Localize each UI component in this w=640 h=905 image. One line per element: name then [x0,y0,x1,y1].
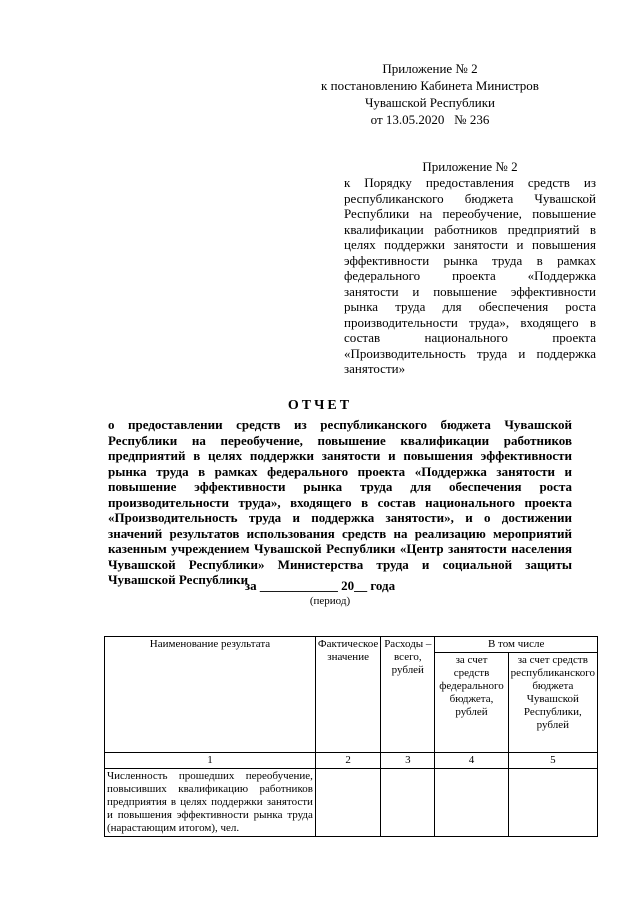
report-title: ОТЧЕТ [287,398,353,413]
table-header-row [105,637,598,653]
appendix-order-title: Приложение № 2 [422,159,518,174]
appendix-main-date: от 13.05.2020 № 236 [370,112,490,127]
table-column-numbers-row [105,753,598,769]
header-expenses: Расходы – всего, рублей [381,637,435,753]
report-text: о предоставлении средств из республиканского бюджета Чувашской Республики на переобучение, повышение квалификации работников предприятий в целях поддержки занятости и повышения эффективности рынка труда в рамках федерального проекта «Поддержка занятости и повышение эффективности рынка труда для обеспечения роста производительности труда», входящего в состав национального проекта «Производительность труда и поддержка занятости», и о достижении значений результатов использования средств на реализацию мероприятий казенным учреждением Чувашской Республики «Центр занятости населения Чувашской Республики» Министерства труда и социальной защиты Чувашской Республики [108,417,572,587]
column-number: 5 [508,753,597,769]
row-federal-expenses [435,769,508,837]
appendix-main-line2: Чувашской Республики [364,95,496,110]
row-republican-expenses [508,769,597,837]
column-number: 1 [105,753,316,769]
report-period-line: за ____________ 20__ года [244,578,396,593]
header-result-name: Наименование результата [105,637,316,753]
header-federal: за счет средств федерального бюджета, рублей [435,653,508,753]
header-republican: за счет средств республиканского бюджета Чувашской Республики, рублей [508,653,597,753]
appendix-order-text: к Порядку предоставления средств из республиканского бюджета Чувашской Республики на переобучение, повышение квалификации работников предприятий в целях поддержки занятости и повышения эффективности рынка труда в рамках федерального проекта «Поддержка занятости и повышение эффективности рынка труда для обеспечения роста производительности труда», входящего в состав национального проекта «Производительность труда и поддержка занятости» [344,175,596,376]
column-number: 4 [435,753,508,769]
header-actual-value: Фактическое значение [315,637,380,753]
table-row [105,769,598,837]
results-table [104,636,598,837]
column-number: 3 [381,753,435,769]
column-number: 2 [315,753,380,769]
appendix-main-title: Приложение № 2 [382,61,478,76]
row-result-name: Численность прошедших переобучение, повысивших квалификацию работников предприятия в целях поддержки занятости и повышения эффективности рынка труда (нарастающим итогом), чел. [105,769,316,837]
header-including: В том числе [435,637,598,653]
appendix-main-header [300,60,560,128]
row-actual-value [315,769,380,837]
row-total-expenses [381,769,435,837]
report-period-caption: (период) [309,595,351,607]
appendix-main-line1: к постановлению Кабинета Министров [321,78,539,93]
